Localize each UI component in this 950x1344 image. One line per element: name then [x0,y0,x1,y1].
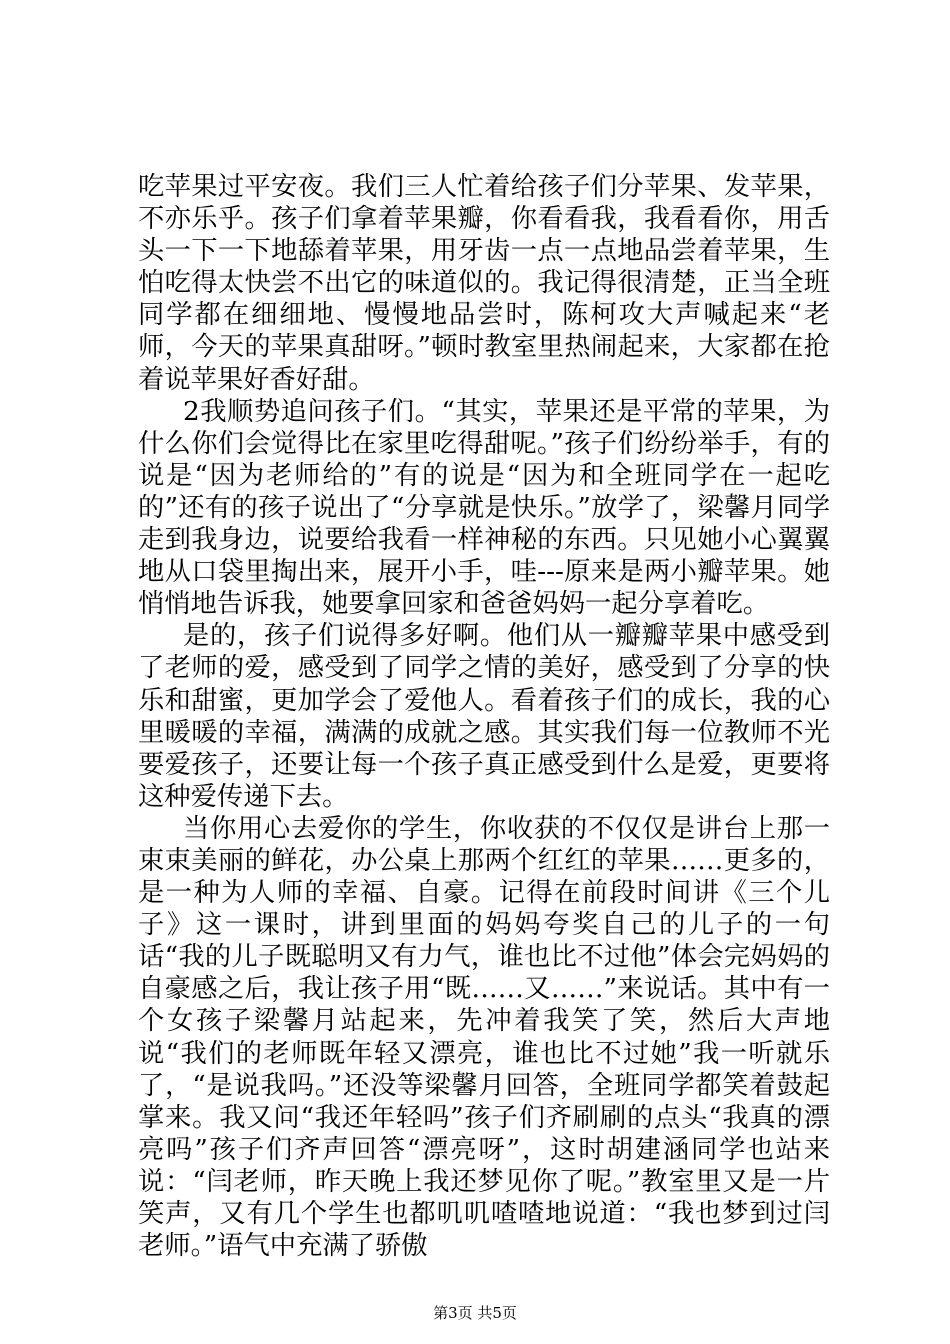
paragraph-3: 是的，孩子们说得多好啊。他们从一瓣瓣苹果中感受到了老师的爱，感受到了同学之情的美好，感受到了分享的快乐和甜蜜，更加学会了爱他人。看着孩子们的成长，我的心里暖暖的幸福，满满的成就之感。其实我们每一位教师不光要爱孩子，还要让每一个孩子真正感受到什么是爱，更要将这种爱传递下去。 [138,621,830,812]
page-footer: 第3页 共5页 [433,1304,517,1322]
paragraph-1: 吃苹果过平安夜。我们三人忙着给孩子们分苹果、发苹果，不亦乐乎。孩子们拿着苹果瓣，你看看我，我看看你，用舌头一下一下地舔着苹果，用牙齿一点一点地品尝着苹果，生怕吃得太快尝不出它的味道似的。我记得很清楚，正当全班同学都在细细地、慢慢地品尝时，陈柯攻大声喊起来“老师，今天的苹果真甜呀。”顿时教室里热闹起来，大家都在抢着说苹果好香好甜。 [138,172,830,395]
paragraph-4: 当你用心去爱你的学生，你收获的不仅仅是讲台上那一束束美丽的鲜花，办公桌上那两个红红的苹果……更多的，是一种为人师的幸福、自豪。记得在前段时间讲《三个儿子》这一课时，讲到里面的妈妈夸奖自己的儿子的一句话“我的儿子既聪明又有力气，谁也比不过他”体会完妈妈的自豪感之后，我让孩子用“既……又……”来说话。其中有一个女孩子梁馨月站起来，先冲着我笑了笑，然后大声地说“我们的老师既年轻又漂亮，谁也比不过她”我一听就乐了，“是说我吗。”还没等梁馨月回答，全班同学都笑着鼓起掌来。我又问“我还年轻吗”孩子们齐刷刷的点头“我真的漂亮吗”孩子们齐声回答“漂亮呀”，这时胡建涵同学也站来说：“闫老师，昨天晚上我还梦见你了呢。”教室里又是一片笑声，又有几个学生也都叽叽喳喳地说道：“我也梦到过闫老师。”语气中充满了骄傲 [138,813,830,1262]
body-text [138,171,830,1262]
paragraph-2: 2我顺势追问孩子们。“其实，苹果还是平常的苹果，为什么你们会觉得比在家里吃得甜呢。”孩子们纷纷举手，有的说是“因为老师给的”有的说是“因为和全班同学在一起吃的”还有的孩子说出了“分享就是快乐。”放学了，梁馨月同学走到我身边，说要给我看一样神秘的东西。只见她小心翼翼地从口袋里掏出来，展开小手，哇---原来是两小瓣苹果。她悄悄地告诉我，她要拿回家和爸爸妈妈一起分享着吃。 [138,396,830,620]
